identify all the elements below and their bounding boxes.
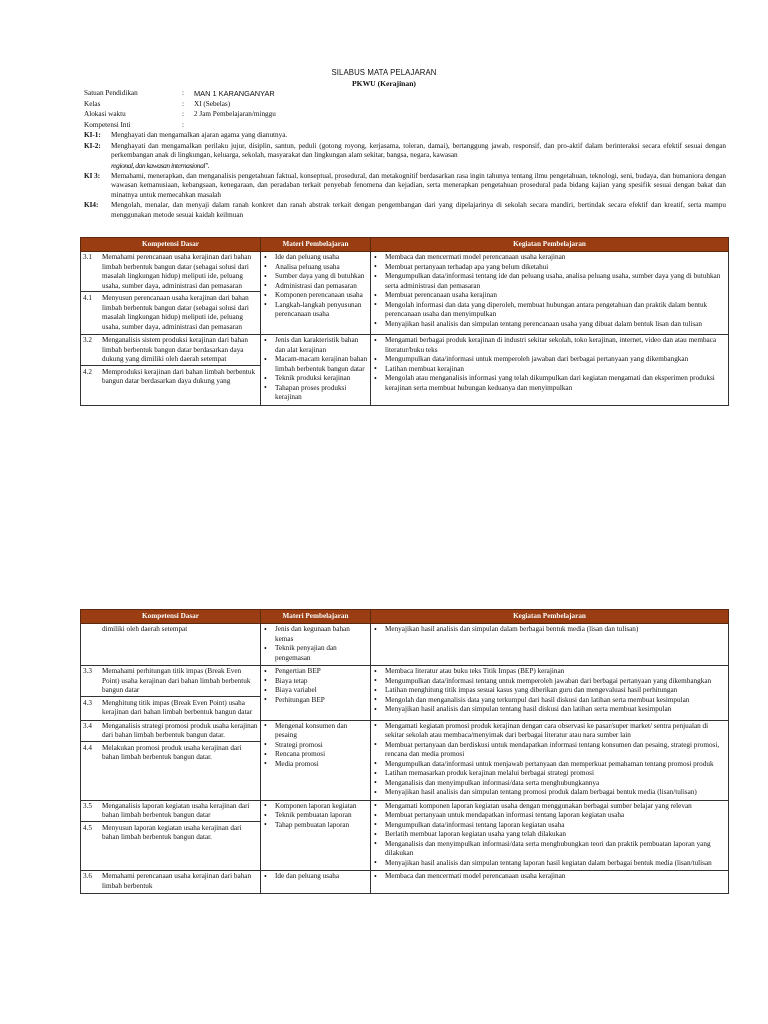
list-item: • Mengolah atau menganalisis informasi yang telah dikumpulkan dari kegiatan mengamati dan eksperimen produksi kerajinan serta membuat hubungan keduanya dan menyimpulkan (373, 374, 726, 393)
list-item: • Mengumpulkan data/informasi tentang ide dan peluang usaha, analisa peluang usaha, sumber daya yang di butuhkan serta administrasi dan pemasaran (373, 272, 726, 291)
table-row (81, 252, 729, 335)
kd-number: 3.1 (83, 253, 92, 261)
info-separator: : (182, 99, 184, 108)
table-row (81, 624, 729, 666)
kompetensi-dasar-cell (81, 624, 261, 666)
kegiatan-list (373, 872, 726, 882)
syllabus-table-2 (80, 609, 729, 894)
list-item: • Menyajikan hasil analisis dan simpulan dalam berbagai bentuk media (lisan dan tulisan) (373, 625, 726, 635)
ki-code: KI4: (84, 201, 99, 210)
kd-item (81, 741, 260, 763)
kd-text: Menganalisis laporan kegiatan usaha kerajinan dari bahan limbah berbentuk bangun datar (102, 801, 250, 819)
header-kegiatan: Kegiatan Pembelajaran (371, 238, 729, 252)
kd-number: 4.1 (83, 294, 92, 302)
materi-list (263, 625, 368, 663)
list-item: • Menyajikan hasil analisis dan simpulan tentang hasil diskusi dan latihan serta membuat kesimpulan (373, 705, 726, 715)
list-item: • Macam-macam kerajinan bahan limbah berbentuk bangun datar (263, 355, 368, 374)
list-item: • Latihan memasarkan produk kerajinan melalui berbagai strategi promosi (373, 769, 726, 779)
kd-item (83, 336, 258, 365)
materi-list (263, 667, 368, 705)
kegiatan-list (373, 722, 726, 798)
list-item: • Komponen laporan kegiatan (263, 802, 368, 812)
list-item: • Membuat pertanyaan dan berdiskusi untuk mendapatkan informasi tentang konsumen dan pesaing, strategi promosi, rencana dan media promosi (373, 741, 726, 760)
kd-text: Menganalisis strategi promosi produk usaha kerajinan dari bahan limbah berbentuk bangun datar. (102, 721, 258, 739)
table-row (81, 800, 729, 871)
list-item: • Membuat pertanyaan untuk mendapatkan informasi tentang laporan kegiatan usaha (373, 811, 726, 821)
kd-text: Memproduksi kerajinan dari bahan limbah berbentuk bangun datar berdasarkan daya dukung yang (102, 367, 256, 385)
ki-item (84, 172, 726, 201)
materi-list (263, 802, 368, 831)
kegiatan-cell (371, 871, 729, 894)
info-label: Kompetensi Inti (84, 120, 131, 129)
list-item: • Membaca dan mencermati model perencanaan usaha kerajinan (373, 872, 726, 882)
list-item: • Perhitungan BEP (263, 696, 368, 706)
list-item: • Mengumpulkan data/informasi tentang untuk memperoleh jawaban dari berbagai pertanyaan yang dikembangkan (373, 677, 726, 687)
kd-number: 4.3 (83, 698, 92, 707)
table-row (81, 720, 729, 800)
kd-text: Menganalisis sistem produksi kerajinan dari bahan limbah berbentuk bangun datar berdasarkan daya dukung yang dimiliki oleh daerah setempat (102, 336, 248, 363)
ki-text: Memahami, menerapkan, dan menganalisis pengetahuan faktual, konseptual, prosedural, dan metakognitif berdasarkan rasa ingin tahunya tentang ilmu pengetahuan, teknologi, seni, budaya, dan humaniora dengan wawasan kemanusiaan, kebangsaan, kenegaraan, dan peradaban terkait penyebab fenomena dan kejadian, serta menerapkan pengetahuan prosedural pada bidang kajian yang spesifik sesuai dengan bakat dan minatnya untuk memecahkan masalah (111, 171, 726, 199)
identity-block (84, 89, 732, 131)
kd-text: Memahami perhitungan titik impas (Break Even Point) usaha kerajinan dari bahan limbah berbentuk bangun datar (102, 667, 251, 694)
kd-item (81, 696, 260, 718)
list-item: • Strategi promosi (263, 741, 368, 751)
info-row (84, 121, 732, 132)
list-item: • Tahapan proses produksi kerajinan (263, 384, 368, 403)
list-item: • Ide dan peluang usaha (263, 872, 368, 882)
kd-number: 3.3 (83, 667, 92, 675)
list-item: • Mengenal konsumen dan pesaing (263, 722, 368, 741)
ki-code: KI-1: (84, 131, 101, 139)
list-item: • Biaya tetap (263, 677, 368, 687)
list-item: • Mengamati berbagai produk kerajinan di industri sekitar sekolah, toko kerajinan, internet, video dan atau membaca literatur/buku teks (373, 336, 726, 355)
kegiatan-list (373, 667, 726, 715)
info-separator: : (182, 89, 184, 97)
kd-item (83, 802, 258, 821)
materi-cell (261, 800, 371, 871)
header-kompetensi-dasar: Kompetensi Dasar (81, 238, 261, 252)
list-item: • Membuat perencanaan usaha kerajinan (373, 291, 726, 301)
list-item: • Teknik pembuatan laporan (263, 811, 368, 821)
kd-item (81, 365, 260, 387)
kd-number: 3.2 (83, 336, 92, 344)
list-item: • Menganalisis dan menyimpulkan informasi/data serta menghubungkan teori dan praktik pembuatan laporan yang dilakukan (373, 840, 726, 859)
ki-text-wrap (111, 201, 726, 220)
kegiatan-list (373, 253, 726, 329)
school-name: MAN 1 KARANGANYAR (194, 89, 275, 98)
kegiatan-list (373, 625, 726, 635)
kd-number: 3.6 (83, 872, 92, 880)
info-separator: : (182, 110, 184, 119)
list-item: • Latihan membuat kerajinan (373, 365, 726, 375)
info-row (84, 100, 732, 111)
materi-list (263, 253, 368, 320)
ki-code: KI 3: (84, 171, 101, 180)
kd-number: 4.2 (83, 367, 92, 376)
list-item: • Jenis dan kegunaan bahan kemas (263, 625, 368, 644)
kompetensi-dasar-cell (81, 335, 261, 406)
list-item: • Pengertian BEP (263, 667, 368, 677)
header-kompetensi-dasar: Kompetensi Dasar (81, 610, 261, 624)
list-item: • Menganalisis dan menyimpulkan informasi/data serta menghubungkannya (373, 779, 726, 789)
kompetensi-dasar-cell (81, 666, 261, 721)
kd-text: Memahami perencanaan usaha kerajinan dari bahan limbah berbentuk (102, 872, 252, 890)
list-item: • Rencana promosi (263, 750, 368, 760)
info-label: Kelas (84, 99, 101, 108)
kd-text: Menyusun perencanaan usaha kerajinan dari bahan limbah berbentuk bangun datar (sebagai solusi dari masalah lingkungan hidup) meliputi ide, peluang usaha, sumber daya, administrasi dan pemasaran (102, 294, 249, 331)
kd-text: Melakukan promosi produk usaha kerajinan dari bahan limbah berbentuk bangun datar. (102, 743, 242, 761)
list-item: • Mengumpulkan data/informasi untuk memperoleh jawaban dari berbagai pertanyaan yang dikembangkan (373, 355, 726, 365)
list-item: • Langkah-langkah penyusunan perencanaan usaha (263, 301, 368, 320)
table-row (81, 666, 729, 721)
document-title: SILABUS MATA PELAJARAN (331, 68, 437, 77)
kegiatan-cell (371, 624, 729, 666)
list-item: • Sumber daya yang di butuhkan (263, 272, 368, 282)
kd-item (83, 667, 258, 696)
list-item: • Biaya variabel (263, 686, 368, 696)
kegiatan-cell (371, 720, 729, 800)
materi-cell (261, 624, 371, 666)
materi-cell (261, 666, 371, 721)
list-item: • Mengumpulkan data/informasi untuk menjawab pertanyaan dan memperkuat pemahaman tentang promosi produk (373, 760, 726, 770)
list-item: • Menyajikan hasil analisis dan simpulan tentang promosi produk dalam berbagai bentuk media (lisan/tulisan) (373, 788, 726, 798)
materi-cell (261, 720, 371, 800)
kd-item (81, 821, 260, 843)
table-row (81, 335, 729, 406)
list-item: • Mengamati kegiatan promosi produk kerajinan dengan cara observasi ke pasar/super market/ sentra penjualan di sekitar sekolah atau membaca/menyimak dari berbagai literatur atau nara sumber lain (373, 722, 726, 741)
kd-number: 3.5 (83, 801, 92, 810)
header-kegiatan: Kegiatan Pembelajaran (371, 610, 729, 624)
kompetensi-dasar-cell (81, 252, 261, 335)
syllabus-table-1 (80, 237, 729, 406)
kegiatan-cell (371, 800, 729, 871)
header-materi: Materi Pembelajaran (261, 610, 371, 624)
kd-number: 3.4 (83, 721, 92, 730)
list-item: • Teknik penyajian dan pengemasan (263, 644, 368, 663)
kegiatan-cell (371, 666, 729, 721)
info-value: XI (Sebelas) (194, 99, 231, 108)
list-item: • Ide dan peluang usaha (263, 253, 368, 263)
kd-item (83, 722, 258, 741)
kd-number: 4.5 (83, 823, 92, 832)
kompetensi-dasar-cell (81, 720, 261, 800)
list-item: • Komponen perencanaan usaha (263, 291, 368, 301)
kd-text: Menyusun laporan kegiatan usaha kerajinan dari bahan limbah berbentuk bangun datar. (102, 823, 242, 841)
materi-cell (261, 335, 371, 406)
ki-text-wrap (111, 131, 726, 141)
list-item: • Teknik produksi kerajinan (263, 374, 368, 384)
list-item: • Berlatih membuat laporan kegiatan usaha yang telah dilakukan (373, 830, 726, 840)
ki-item (84, 142, 726, 171)
kd-continuation: dimiliki oleh daerah setempat (102, 625, 188, 633)
kegiatan-list (373, 336, 726, 393)
list-item: • Mengumpulkan data/informasi tentang laporan kegiatan usaha (373, 821, 726, 831)
ki-text: Menghayati dan mengamalkan perilaku jujur, disiplin, santun, peduli (gotong royong, kerjasama, toleran, damai), bertanggung jawab, responsif, dan pro-aktif dalam berinteraksi secara efektif sesuai dengan perkembangan anak di lingkungan, keluarga, sekolah, masyarakat dan lingkungan alam sekitar, bangsa, negara, kawasan (111, 141, 726, 159)
kd-item (83, 872, 258, 891)
ki-code: KI-2: (84, 141, 101, 150)
header-materi: Materi Pembelajaran (261, 238, 371, 252)
kompetensi-inti-block (84, 131, 726, 221)
ki-text-continuation: regional, dan kawasan internasional". (111, 160, 210, 170)
kegiatan-cell (371, 335, 729, 406)
ki-item (84, 131, 726, 141)
list-item: • Administrasi dan pemasaran (263, 282, 368, 292)
info-separator: : (182, 120, 184, 129)
list-item: • Membaca literatur atau buku teks Titik Impas (BEP) kerajinan (373, 667, 726, 677)
list-item: • Media promosi (263, 760, 368, 770)
list-item: • Menyajikan hasil analisis dan simpulan tentang laporan hasil kegiatan dalam berbagai bentuk media (lisan/tulisan (373, 859, 726, 869)
list-item: • Menyajikan hasil analisis dan simpulan tentang perencanaan usaha yang dibuat dalam bentuk lisan dan tulisan (373, 320, 726, 330)
kompetensi-dasar-cell (81, 871, 261, 894)
list-item: • Mengolah informasi dan data yang diperoleh, membuat hubungan antara pengetahuan dan praktik dalam bentuk perencanaan usaha dan menyimpulkan (373, 301, 726, 320)
materi-list (263, 722, 368, 770)
info-label: Satuan Pendidikan (84, 89, 138, 97)
list-item: • Jenis dan karakteristik bahan dan alat kerajinan (263, 336, 368, 355)
ki-item (84, 201, 726, 220)
document-subtitle: PKWU (Kerajinan) (352, 79, 416, 89)
kd-text: Memahami perencanaan usaha kerajinan dari bahan limbah berbentuk bangun datar (sebagai solusi dari masalah lingkungan hidup) meliputi ide, peluang usaha, sumber daya, administrasi dan pemasaran (102, 253, 252, 290)
title-block (0, 68, 768, 89)
info-label: Alokasi waktu (84, 110, 126, 119)
list-item: • Tahap pembuatan laporan (263, 821, 368, 831)
ki-text-wrap (111, 142, 726, 171)
list-item: • Membuat pertanyaan terhadap apa yang belum diketahui (373, 263, 726, 273)
kegiatan-list (373, 802, 726, 869)
info-value: 2 Jam Pembelajaran/minggu (194, 110, 276, 119)
materi-cell (261, 871, 371, 894)
kd-number: 4.4 (83, 743, 92, 752)
ki-text-wrap (111, 172, 726, 201)
materi-list (263, 872, 368, 882)
ki-text: Menghayati dan mengamalkan ajaran agama yang dianutnya. (111, 131, 288, 139)
list-item: • Membaca dan mencermati model perencanaan usaha kerajinan (373, 253, 726, 263)
kd-text: Menghitung titik impas (Break Even Point) usaha kerajinan dari bahan limbah berbentuk bangun datar (102, 698, 253, 716)
table-row (81, 871, 729, 894)
list-item: • Analisa peluang usaha (263, 263, 368, 273)
kd-item (81, 291, 260, 332)
kd-item (83, 253, 258, 291)
list-item: • Mengolah dan menganalisis data yang terkumpul dari hasil diskusi dan latihan serta membuat kesimpulan (373, 696, 726, 706)
ki-text: Mengolah, menalar, dan menyaji dalam ranah konkret dan ranah abstrak terkait dengan pengembangan dari yang dipelajarinya di sekolah secara mandiri, bertindak secara efektif dan kreatif, serta mampu menggunakan metode sesuai kaidah keilmuan (111, 201, 726, 219)
list-item: • Latihan menghitung titik impas sesuai kasus yang diberikan guru dan mengevaluasi hasil perhitungan (373, 686, 726, 696)
kegiatan-cell (371, 252, 729, 335)
info-row (84, 89, 732, 100)
materi-list (263, 336, 368, 403)
kompetensi-dasar-cell (81, 800, 261, 871)
info-row (84, 110, 732, 121)
list-item: • Mengamati komponen laporan kegiatan usaha dengan menggunakan berbagai sumber belajar yang relevan (373, 802, 726, 812)
materi-cell (261, 252, 371, 335)
